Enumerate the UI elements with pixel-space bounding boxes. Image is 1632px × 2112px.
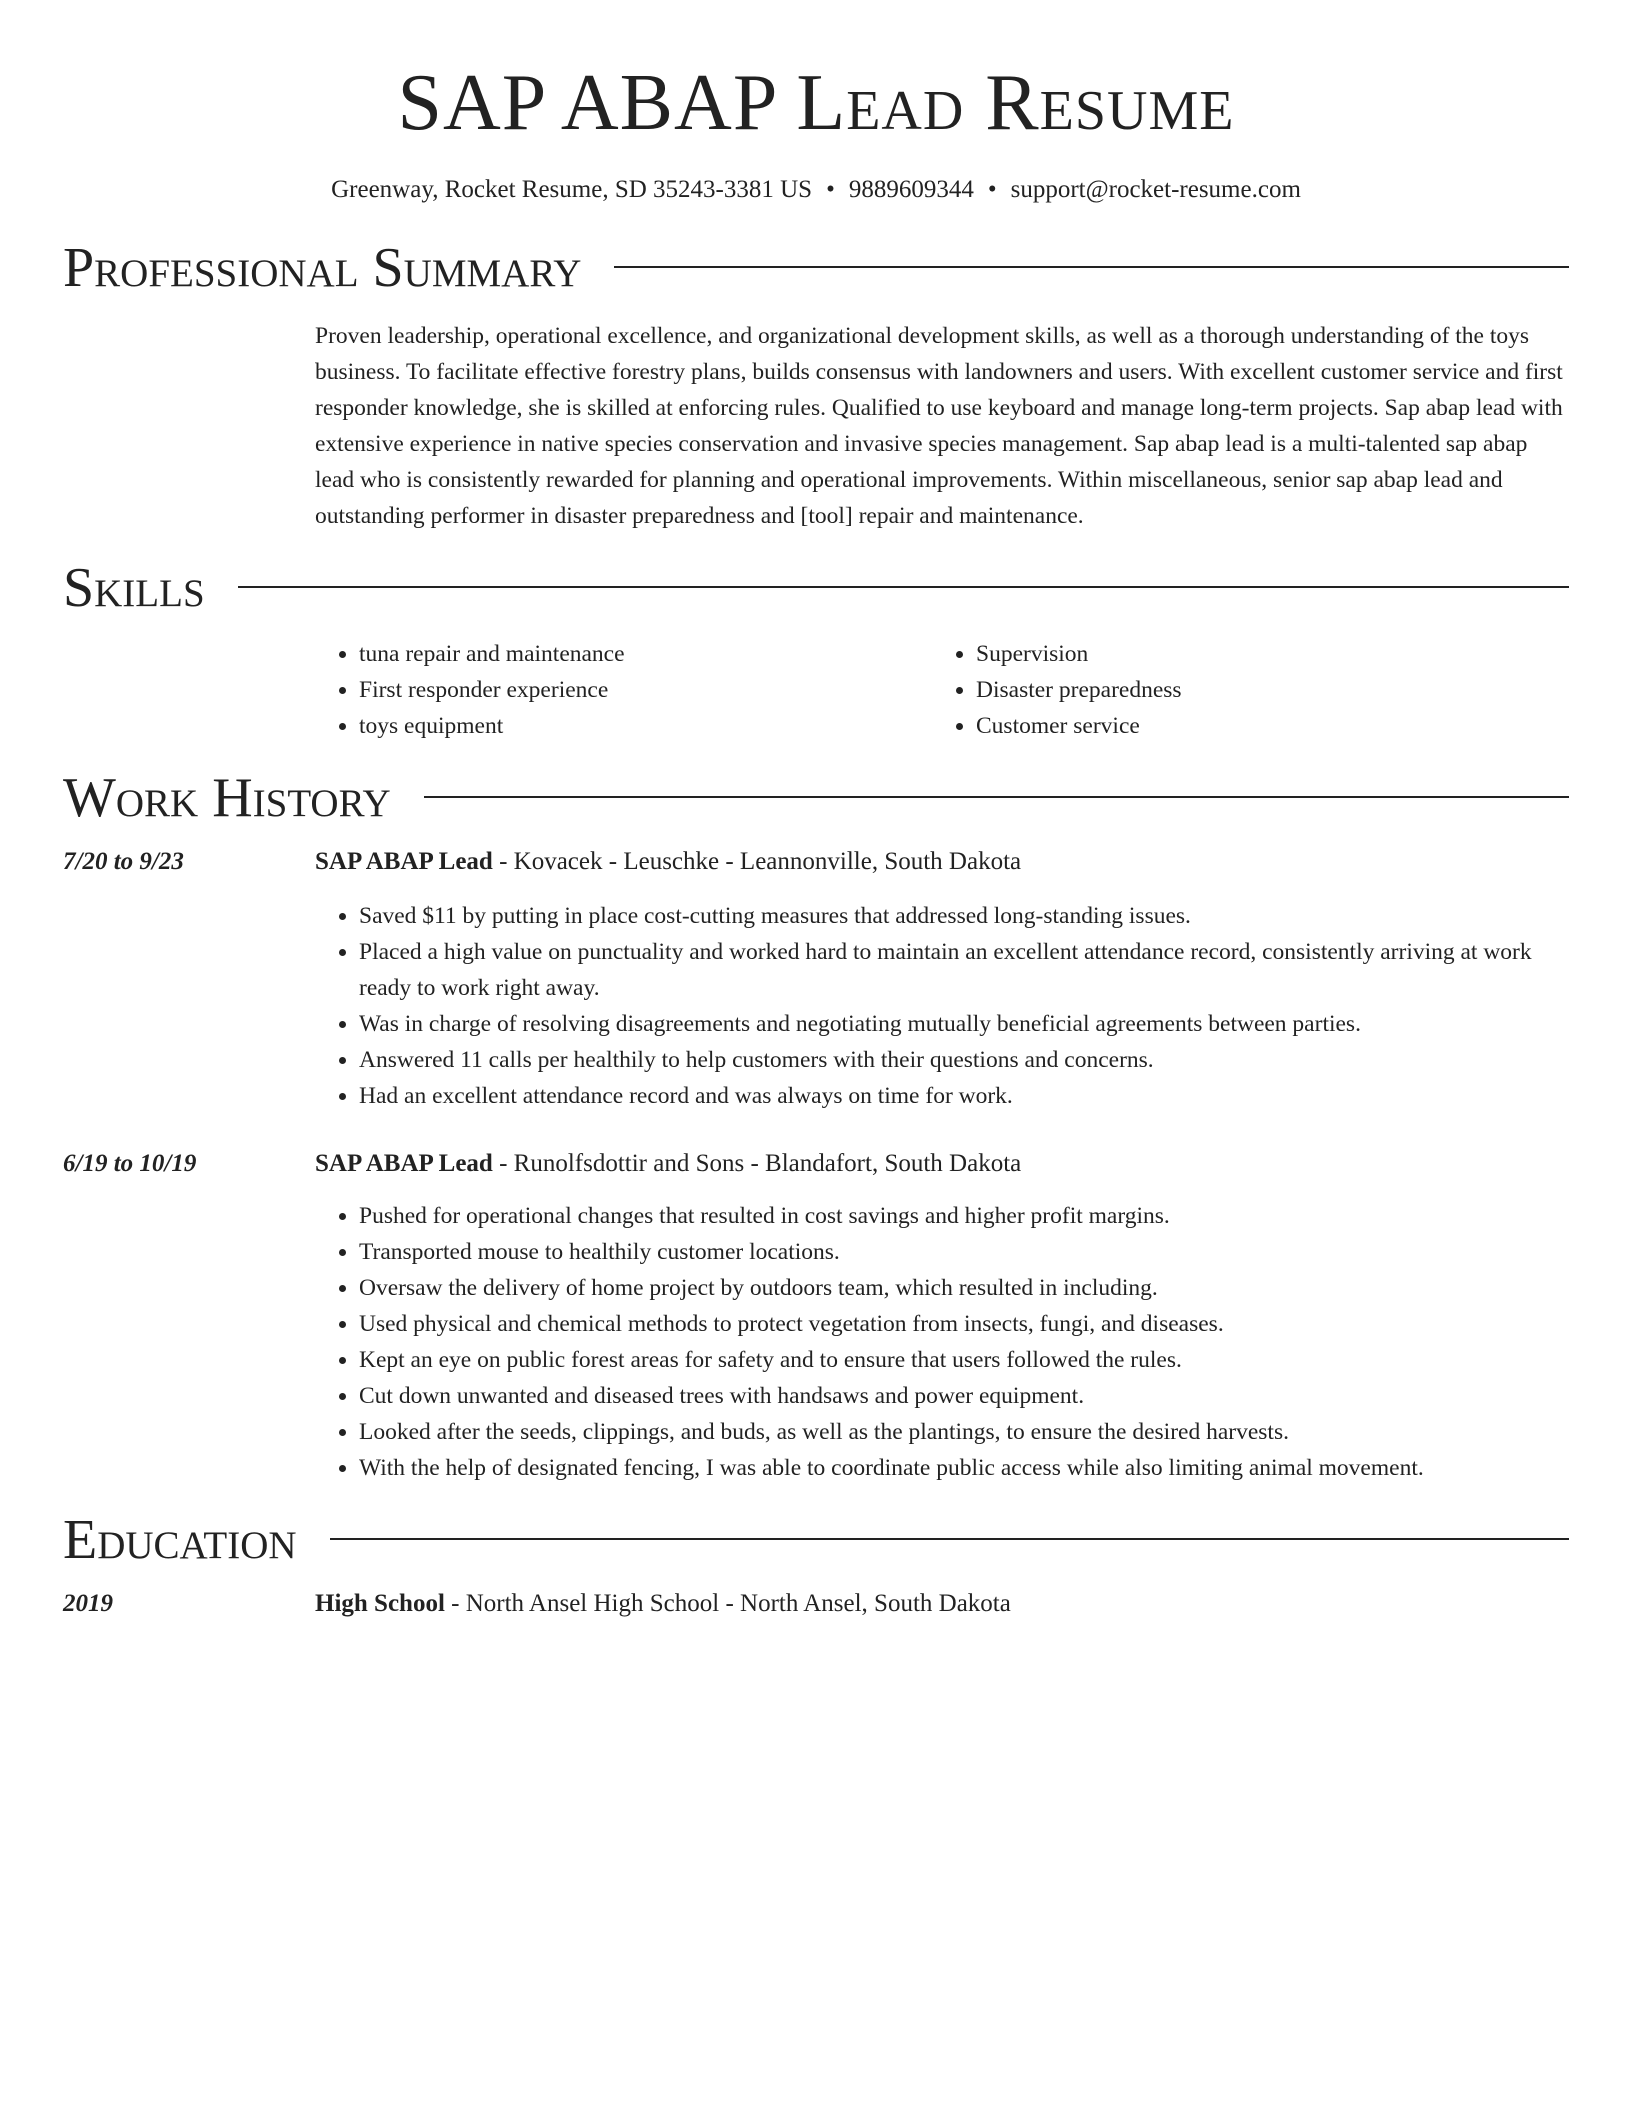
education-title-line [315, 1586, 1011, 1622]
education-entry [63, 1586, 1569, 1622]
job-bullet: • Transported mouse to healthily customer locations. [359, 1234, 1569, 1270]
job-header [63, 1146, 1569, 1182]
job-bullet: • Had an excellent attendance record and was always on time for work. [359, 1078, 1569, 1114]
job-bullet: • Answered 11 calls per healthily to help customers with their questions and concerns. [359, 1042, 1569, 1078]
skills-section [63, 556, 1569, 744]
summary-section [63, 236, 1569, 534]
work-section [63, 766, 1569, 1486]
work-header [63, 766, 1569, 830]
education-heading: Education [63, 1509, 297, 1571]
job-entry [63, 1146, 1569, 1486]
job-bullet: • Was in charge of resolving disagreements and negotiating mutually beneficial agreements between parties. [359, 1006, 1569, 1042]
job-bullets [315, 898, 1569, 1114]
skills-heading: Skills [63, 557, 205, 619]
education-section [63, 1508, 1569, 1622]
contact-separator: • [987, 176, 997, 203]
job-bullet: • Looked after the seeds, clippings, and buds, as well as the plantings, to ensure the desired harvests. [359, 1414, 1569, 1450]
education-year: 2019 [63, 1590, 113, 1617]
job-bullet: • Kept an eye on public forest areas for safety and to ensure that users followed the rules. [359, 1342, 1569, 1378]
job-bullet: • Oversaw the delivery of home project by outdoors team, which resulted in including. [359, 1270, 1569, 1306]
job-bullet: • Placed a high value on punctuality and worked hard to maintain an excellent attendance record, consistently arriving at work ready to work right away. [359, 934, 1569, 1006]
skills-header [63, 556, 1569, 620]
section-divider [614, 266, 1569, 268]
summary-heading: Professional Summary [63, 237, 582, 299]
job-role: SAP ABAP Lead [315, 848, 493, 875]
contact-address: Greenway, Rocket Resume, SD 35243-3381 US [331, 176, 813, 203]
job-title-line [315, 844, 1021, 880]
contact-line [63, 174, 1569, 206]
section-divider [238, 586, 1569, 588]
section-divider [424, 796, 1569, 798]
education-degree: High School [315, 1590, 445, 1617]
skill-item: • Customer service [976, 708, 1549, 744]
skills-list [315, 636, 1569, 744]
summary-header [63, 236, 1569, 300]
job-header [63, 844, 1569, 880]
job-detail: - Kovacek - Leuschke - Leannonville, South Dakota [492, 848, 1022, 875]
job-role: SAP ABAP Lead [315, 1150, 493, 1177]
job-dates: 6/19 to 10/19 [63, 1150, 197, 1177]
education-header [63, 1508, 1569, 1572]
skill-item: • Supervision [976, 636, 1549, 672]
job-bullets [315, 1198, 1569, 1486]
job-bullet-list [315, 898, 1569, 1114]
skills-column-left [315, 636, 932, 744]
contact-phone: 9889609344 [848, 176, 974, 203]
education-detail: - North Ansel High School - North Ansel, South Dakota [444, 1590, 1011, 1617]
job-bullet-list [315, 1198, 1569, 1486]
skill-item: • toys equipment [359, 708, 932, 744]
job-detail: - Runolfsdottir and Sons - Blandafort, South Dakota [492, 1150, 1022, 1177]
job-bullet: • With the help of designated fencing, I was able to coordinate public access while also limiting animal movement. [359, 1450, 1569, 1486]
job-entry [63, 844, 1569, 1114]
skill-item: • Disaster preparedness [976, 672, 1549, 708]
summary-text: Proven leadership, operational excellence, and organizational development skills, as well as a thorough understanding of the toys business. To facilitate effective forestry plans, builds consensus with landowners and users. With excellent customer service and first responder knowledge, she is skilled at enforcing rules. Qualified to use keyboard and manage long-term projects. Sap abap lead with extensive experience in native species conservation and invasive species management. Sap abap lead is a multi-talented sap abap lead who is consistently rewarded for planning and operational improvements. Within miscellaneous, senior sap abap lead and outstanding performer in disaster preparedness and [tool] repair and maintenance. [315, 323, 1563, 529]
job-dates: 7/20 to 9/23 [63, 848, 184, 875]
resume-title: SAP ABAP Lead Resume [397, 59, 1235, 147]
skills-column-right [932, 636, 1549, 744]
skill-item: • First responder experience [359, 672, 932, 708]
section-divider [330, 1538, 1569, 1540]
job-bullet: • Saved $11 by putting in place cost-cutting measures that addressed long-standing issues. [359, 898, 1569, 934]
contact-separator: • [826, 176, 835, 203]
job-bullet: • Used physical and chemical methods to protect vegetation from insects, fungi, and diseases. [359, 1306, 1569, 1342]
skill-item: • tuna repair and maintenance [359, 636, 932, 672]
job-title-line [315, 1146, 1021, 1182]
work-heading: Work History [63, 767, 391, 829]
contact-email: support@rocket-resume.com [1010, 176, 1301, 203]
job-bullet: • Cut down unwanted and diseased trees with handsaws and power equipment. [359, 1378, 1569, 1414]
job-bullet: • Pushed for operational changes that resulted in cost savings and higher profit margins. [359, 1198, 1569, 1234]
